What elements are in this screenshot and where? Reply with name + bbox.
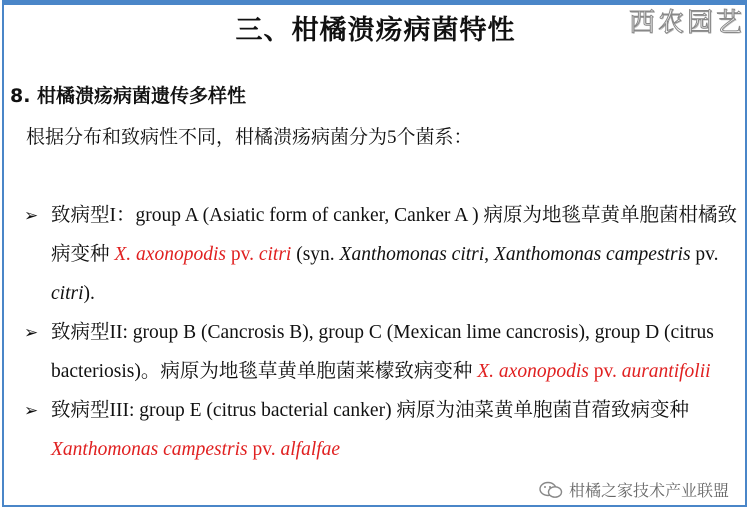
pathovar-name: aurantifolii <box>621 361 711 382</box>
pv-label: pv. <box>695 244 719 265</box>
item-text: 致病型III: group E (citrus bacterial canker) 病原为油菜黄单胞菌苜蓿致病变种 <box>51 400 689 421</box>
item-text: , <box>484 244 490 265</box>
arrow-bullet-icon: ➢ <box>24 323 39 342</box>
pathovar-name: citri <box>51 283 84 304</box>
pv-label: pv. <box>230 244 254 265</box>
synonym-name: Xanthomonas citri <box>339 244 485 265</box>
pathovar-name: alfalfae <box>280 439 341 460</box>
item-text: (syn. <box>296 244 335 265</box>
list-item <box>24 196 744 313</box>
pv-label: pv. <box>252 439 276 460</box>
pathovar-name: citri <box>258 244 292 265</box>
list-item <box>24 391 744 469</box>
wechat-icon <box>539 481 563 499</box>
item-text: 致病型II: group B (Cancrosis B), group C (Mexican lime cancrosis), group D (citrus bacteriosis)。病原为地毯草黄单胞菌莱檬致病变种 <box>51 322 714 382</box>
logo-text: 西农园艺 <box>628 8 745 38</box>
watermark <box>539 478 729 501</box>
section-heading: 8. 柑橘溃疡病菌遗传多样性 <box>10 85 247 107</box>
intro-text: 根据分布和致病性不同，柑橘溃疡病菌分为5个菌系： <box>26 127 473 148</box>
item-text: ). <box>83 283 95 304</box>
synonym-name: Xanthomonas campestris <box>493 244 691 265</box>
arrow-bullet-icon: ➢ <box>24 206 39 225</box>
species-name: Xanthomonas campestris <box>51 439 248 460</box>
list-item <box>24 313 744 391</box>
pathotype-list <box>24 196 744 469</box>
pv-label: pv. <box>593 361 617 382</box>
species-name: X. axonopodis <box>114 244 226 265</box>
species-name: X. axonopodis <box>477 361 589 382</box>
item-text: 致病型I：group A (Asiatic form of canker, Canker A ) 病原为地毯草黄单胞菌柑橘致病变种 <box>51 205 737 265</box>
arrow-bullet-icon: ➢ <box>24 401 39 420</box>
slide-title: 三、柑橘溃疡病菌特性 <box>235 15 516 46</box>
watermark-text: 柑橘之家技术产业联盟 <box>568 481 729 500</box>
